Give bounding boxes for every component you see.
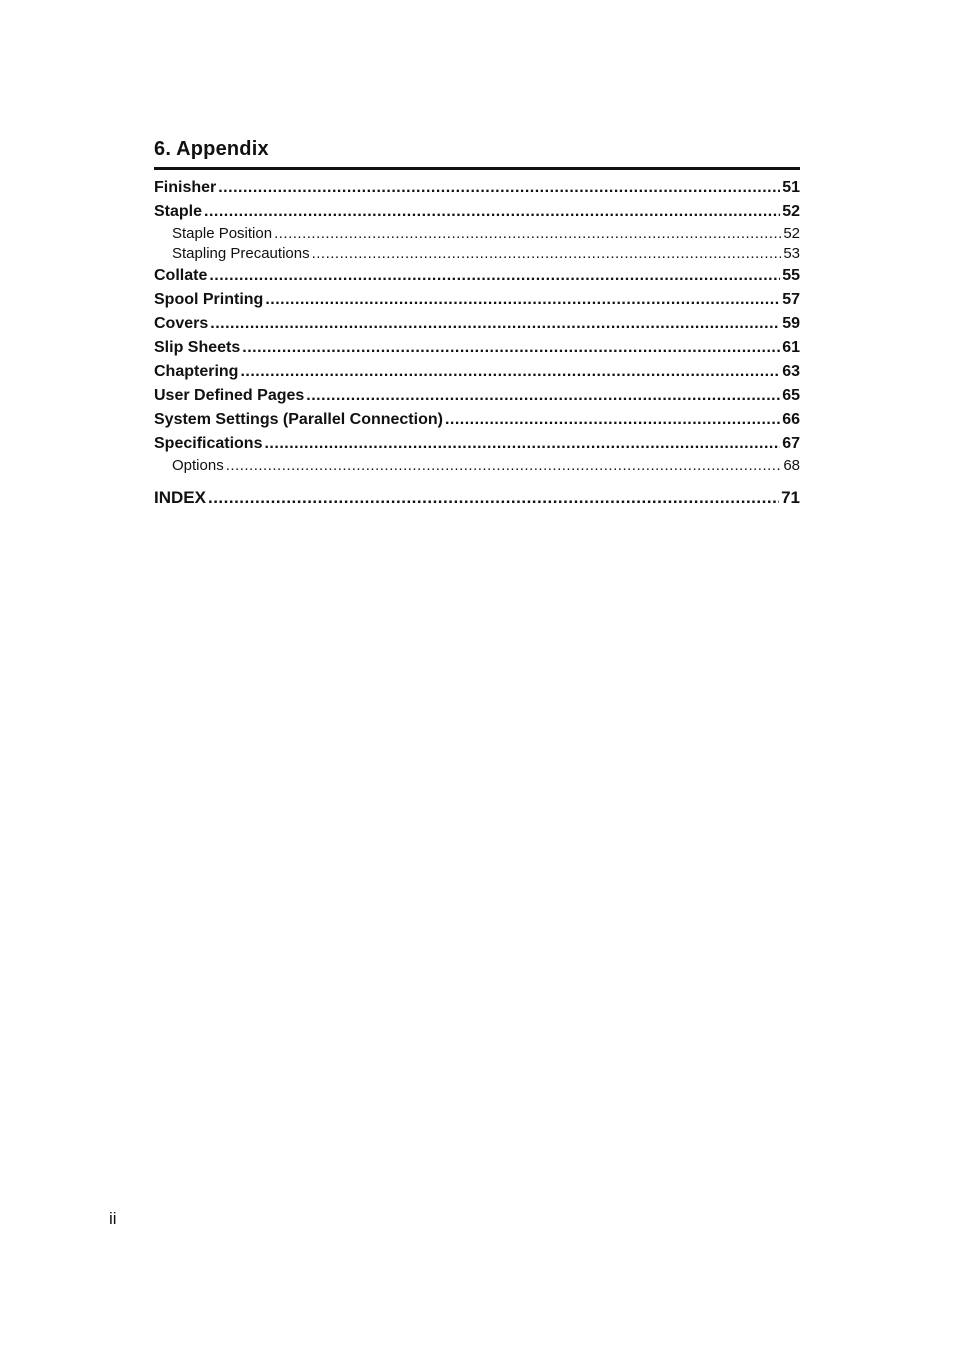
entry-label: User Defined Pages [154,387,305,404]
entry-page: 57 [782,291,800,308]
entry-page: 52 [783,225,800,242]
entry-label: Staple Position [172,225,273,242]
toc-entry-slip-sheets[interactable] [154,336,800,360]
toc-entry-specifications[interactable] [154,432,800,456]
entry-page: 52 [782,203,800,220]
toc-entry-chaptering[interactable] [154,360,800,384]
dot-leader [274,224,781,244]
dot-leader [312,244,782,264]
entry-page: 68 [783,457,800,474]
dot-leader [306,384,780,408]
toc-entry-staple[interactable] [154,200,800,224]
dot-leader [204,200,780,224]
toc-entry-staple-position[interactable] [154,224,800,244]
entry-page: 51 [782,179,800,196]
title-rule [154,167,800,170]
dot-leader [209,264,780,288]
entry-label: Spool Printing [154,291,264,308]
dot-leader [264,432,780,456]
entry-page: 67 [782,435,800,452]
entry-label: Chaptering [154,363,239,380]
section-title: 6. Appendix [154,138,269,160]
entry-page: 59 [782,315,800,332]
toc-entry-covers[interactable] [154,312,800,336]
dot-leader [226,456,782,476]
entry-page: 53 [783,245,800,262]
entry-page: 55 [782,267,800,284]
table-of-contents [154,136,800,510]
entry-label: Stapling Precautions [172,245,310,262]
toc-entry-options[interactable] [154,456,800,476]
toc-entry-finisher[interactable] [154,176,800,200]
entry-label: Specifications [154,435,263,452]
entry-page: 63 [782,363,800,380]
toc-entry-collate[interactable] [154,264,800,288]
page-number: ii [109,1209,117,1228]
entry-page: 66 [782,411,800,428]
toc-entry-stapling-precautions[interactable] [154,244,800,264]
dot-leader [210,312,780,336]
entry-page: 61 [782,339,800,356]
entry-label: Options [172,457,224,474]
entry-label: Slip Sheets [154,339,241,356]
dot-leader [242,336,780,360]
entry-page: 65 [782,387,800,404]
entry-label: INDEX [154,488,206,507]
dot-leader [240,360,780,384]
toc-entry-system-settings[interactable] [154,408,800,432]
entry-page: 71 [781,488,800,507]
dot-leader [208,486,779,510]
dot-leader [445,408,780,432]
entry-label: Covers [154,315,209,332]
entry-label: Finisher [154,179,217,196]
toc-entry-user-defined-pages[interactable] [154,384,800,408]
toc-entry-index[interactable] [154,486,800,510]
dot-leader [265,288,780,312]
entry-label: Collate [154,267,208,284]
toc-entry-spool-printing[interactable] [154,288,800,312]
dot-leader [218,176,780,200]
entry-label: Staple [154,203,203,220]
entry-label: System Settings (Parallel Connection) [154,411,443,428]
